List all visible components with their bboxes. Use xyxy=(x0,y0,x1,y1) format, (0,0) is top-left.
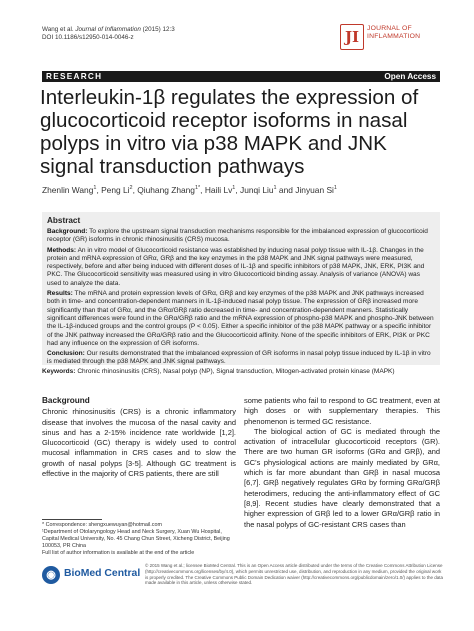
abstract-heading: Abstract xyxy=(47,216,81,225)
citation-journal: Journal of Inflammation xyxy=(75,26,141,33)
author-affiliation: 1* xyxy=(194,185,201,192)
body-column-left xyxy=(42,396,236,479)
journal-logo-icon: JI xyxy=(340,24,364,50)
author-affiliation: 2 xyxy=(129,185,133,192)
author-name: Junqi Liu xyxy=(240,185,274,195)
author-info-note: Full list of author information is available at the end of the article xyxy=(42,550,195,556)
correspondence-email[interactable]: * Correspondence: shengxuewuyan@hotmail.com xyxy=(42,522,162,528)
publisher-name: BioMed Central xyxy=(64,568,141,579)
abstract-conclusion: Conclusion: Our results demonstrated that the imbalanced expression of GR isoforms in nasal polyp tissue induced by IL-1β in vitro is mediated through the p38 MAPK and JNK signal pathways. xyxy=(47,350,431,366)
journal-logo xyxy=(340,22,440,56)
article-type-label: RESEARCH xyxy=(46,72,103,81)
abstract-methods: Methods: An in vitro model of Glucocorticoid resistance was established by inducing nasal polyp tissue with IL-1β. Changes in the protein and mRNA expression of GRα, GRβ and the key enzymes in the p38 MAPK and JNK signal pathways were measured, respectively, before and after being induced with different doses of IL-1β and specific inhibitors of p38 MAPK, JNK, ERK, PI3K and PKC. The Glucocorticoid sensitivity was measured using in vitro Glucocorticoid binding assay. Analysis of variance (ANOVA) was used to analyze the data. xyxy=(47,246,425,287)
citation-header xyxy=(42,26,175,42)
journal-logo-line2: INFLAMMATION xyxy=(367,33,421,40)
keywords: Keywords: Chronic rhinosinusitis (CRS), Nasal polyp (NP), Signal transduction, Mitogen-activated protein kinase (MAPK) xyxy=(42,368,395,375)
body-paragraph: The biological action of GC is mediated through the activation of intracellular glucocorticoid receptors (GR). There are two human GR isoforms (GRα and GRβ), and GC's physiological actions are mainly mediated by GRα, which is far more abundant than GRβ in nasal mucosa [6,7]. GRβ negatively regulates GRα by forming GRα/GRβ heterodimers, reducing the anti-inflammatory effect of GC [8,9]. Recent studies have clearly demonstrated that a higher expression of GRβ led to a lower GRα/GRβ ratio in the nasal polyps of GC-resistant CRS cases than xyxy=(244,426,440,529)
body-paragraph: some patients who fail to respond to GC treatment, even at high doses or with supplementary therapies. This phenomenon is termed GC resistance. xyxy=(244,396,440,426)
doi-link[interactable]: DOI 10.1186/s12950-014-0046-z xyxy=(42,34,134,41)
author-affiliation: 1 xyxy=(232,185,236,192)
author-list: Zhenlin Wang$^1$, Peng Li$^2$, Qiuhang Zhang$^{1*}$, Haili Lv$^1$, Junqi Liu$^1$ and Jinyuan Si$^1$ xyxy=(42,185,337,195)
author-name: Qiuhang Zhang xyxy=(137,185,195,195)
author-affiliation: 1 xyxy=(273,185,277,192)
abstract-box xyxy=(42,212,440,365)
article-type-bar xyxy=(42,71,440,82)
author-name: Zhenlin Wang xyxy=(42,185,94,195)
footnote xyxy=(42,522,236,557)
citation-volume: (2015) 12:3 xyxy=(142,26,175,33)
biomed-central-icon: ◉ xyxy=(42,566,60,584)
footnote-divider xyxy=(42,519,102,520)
author-affiliation: 1 xyxy=(333,185,337,192)
body-column-right xyxy=(244,396,440,530)
article-title: Interleukin-1β regulates the expression of glucocorticoid receptor isoforms in nasal polyps in vitro via p38 MAPK and JNK signal transduction pathways xyxy=(40,86,419,178)
citation-author: Wang et al. xyxy=(42,26,74,33)
author-name: Peng Li xyxy=(101,185,130,195)
affiliation: ¹Department of Otolaryngology Head and Neck Surgery, Xuan Wu Hospital, Capital Medical University, No. 45 Chang Chun Street, Xicheng District, Beijing 100053, PR China xyxy=(42,529,230,549)
abstract-background: Background: To explore the upstream signal transduction mechanisms responsible for the imbalanced expression of glucocorticoid receptor (GR) isoforms in chronic rhinosinusitis (CRS) mucosa. xyxy=(47,228,428,244)
journal-logo-line1: JOURNAL OF xyxy=(367,25,412,32)
section-heading-background: Background xyxy=(42,396,90,405)
author-name: Haili Lv xyxy=(204,185,233,195)
author-affiliation: 1 xyxy=(93,185,97,192)
open-access-label: Open Access xyxy=(384,72,436,81)
publisher-logo xyxy=(42,564,140,594)
abstract-results: Results: The mRNA and protein expression levels of GRα, GRβ and key enzymes of the p38 MAPK and JNK pathways increased both in time- and concentration-dependent manners in IL-1β-induced nasal polyp tissue. The expression of GRβ increased more significantly than that of GRα, and the GRα/GRβ ratio decreased in time- and concentration-dependent manners. Statistically significant differences were found in the GRα/GRβ ratio and the mRNA expression of phospho-p38 MAPK and phospho-JNK between the IL-1β-induced groups and the control groups (P < 0.05). Either a specific inhibitor of the p38 MAPK pathway or a specific inhibitor of the JNK pathway increased the GRα/GRβ ratio and the Glucocorticoid affinity. None of the specific inhibitors of ERK, PI3K or PKC had any influence on the expression of GR isoforms. xyxy=(47,290,434,347)
license-text: © 2015 Wang et al.; licensee BioMed Central. This is an Open Access article distributed under the terms of the Creative Commons Attribution License (http://creativecommons.org/licenses/by/4.0), which permits unrestricted use, distribution, and reproduction in any medium, provided the original work is properly credited. The Creative Commons Public Domain Dedication waiver (http://creativecommons.org/publicdomain/zero/1.0/) applies to the data made available in this article, unless otherwise stated. xyxy=(145,563,444,586)
body-paragraph: Chronic rhinosinusitis (CRS) is a chronic inflammatory disease that involves the mucosa of the nasal cavity and sinus and has a 2-15% incidence rate worldwide [1,2]. Glucocorticoid (GC) therapy is widely used to control mucosal inflammation in CRS cases and to slow the growth of nasal polyps [3-5]. Although GC treatment is effective in the majority of CRS patients, there are still xyxy=(42,407,236,479)
author-name: Jinyuan Si xyxy=(295,185,334,195)
